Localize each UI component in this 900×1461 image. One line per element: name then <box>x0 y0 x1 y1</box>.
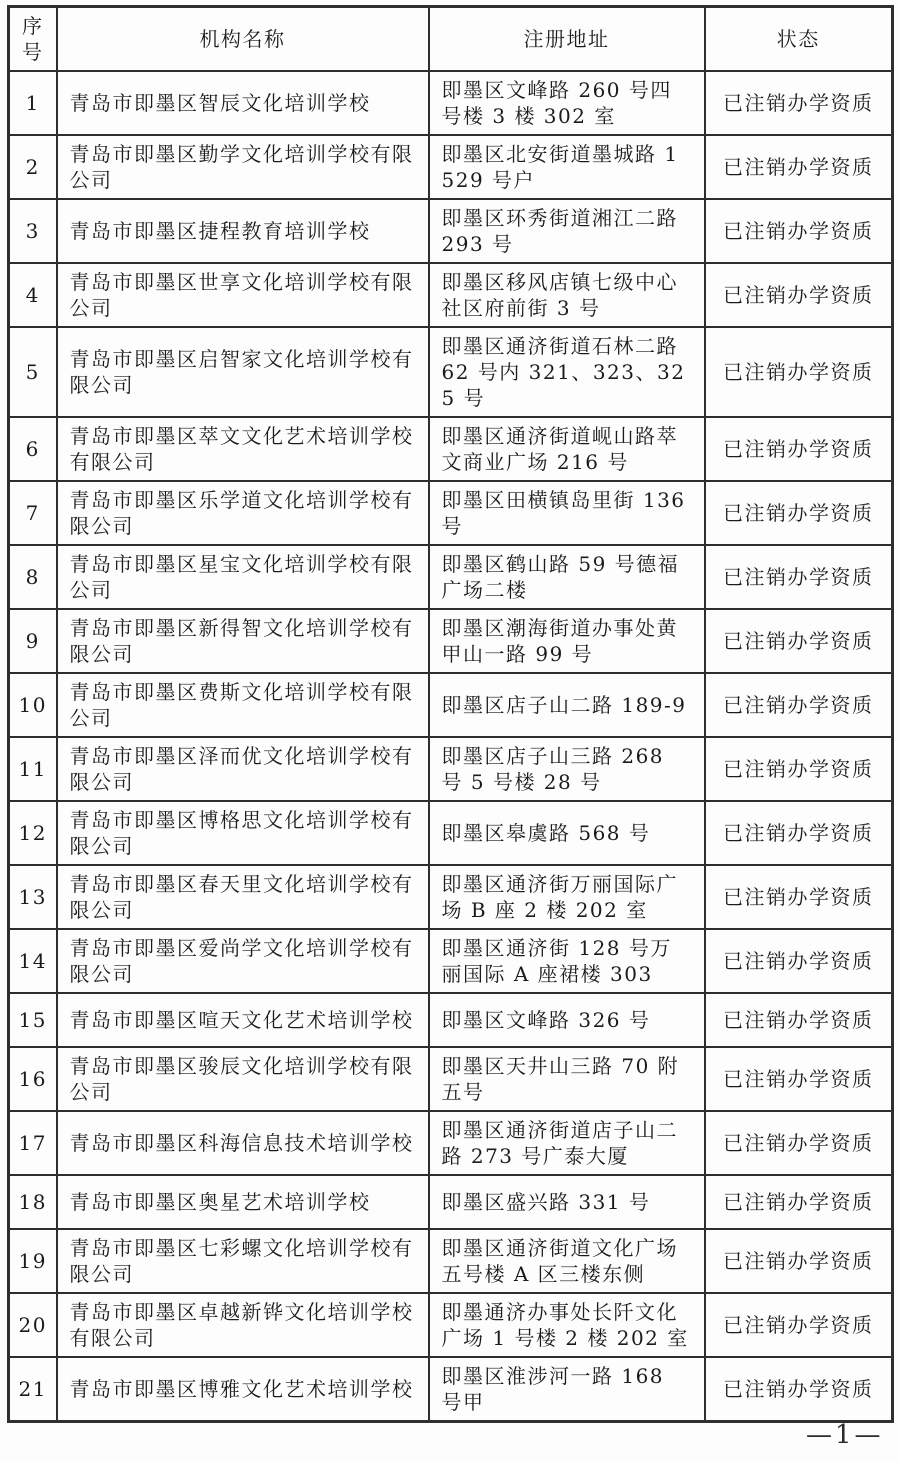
registered-address: 即墨区通济街 128 号万丽国际 A 座裙楼 303 <box>429 929 705 993</box>
status-text: 已注销办学资质 <box>705 263 893 327</box>
institution-name: 青岛市即墨区博雅文化艺术培训学校 <box>57 1357 429 1422</box>
registered-address: 即墨区天井山三路 70 附五号 <box>429 1047 705 1111</box>
institution-name: 青岛市即墨区卓越新铧文化培训学校有限公司 <box>57 1293 429 1357</box>
registered-address: 即墨区潮海街道办事处黄甲山一路 99 号 <box>429 609 705 673</box>
institution-name: 青岛市即墨区勤学文化培训学校有限公司 <box>57 135 429 199</box>
table-row <box>9 1047 893 1111</box>
table-row <box>9 1229 893 1293</box>
table-row <box>9 865 893 929</box>
institution-name: 青岛市即墨区智辰文化培训学校 <box>57 71 429 135</box>
table-header-row <box>9 7 893 72</box>
institution-name: 青岛市即墨区泽而优文化培训学校有限公司 <box>57 737 429 801</box>
registered-address: 即墨区通济街道岘山路萃文商业广场 216 号 <box>429 417 705 481</box>
table-row <box>9 993 893 1047</box>
institution-name: 青岛市即墨区科海信息技术培训学校 <box>57 1111 429 1175</box>
table-row <box>9 327 893 417</box>
institution-name: 青岛市即墨区骏辰文化培训学校有限公司 <box>57 1047 429 1111</box>
status-text: 已注销办学资质 <box>705 737 893 801</box>
registered-address: 即墨区移风店镇七级中心社区府前街 3 号 <box>429 263 705 327</box>
row-serial-number: 1 <box>9 71 57 135</box>
row-serial-number: 7 <box>9 481 57 545</box>
status-text: 已注销办学资质 <box>705 135 893 199</box>
institution-name: 青岛市即墨区萃文文化艺术培训学校有限公司 <box>57 417 429 481</box>
institution-name: 青岛市即墨区七彩螺文化培训学校有限公司 <box>57 1229 429 1293</box>
row-serial-number: 16 <box>9 1047 57 1111</box>
row-serial-number: 10 <box>9 673 57 737</box>
row-serial-number: 15 <box>9 993 57 1047</box>
registered-address: 即墨区通济街道石林二路 62 号内 321、323、325 号 <box>429 327 705 417</box>
row-serial-number: 6 <box>9 417 57 481</box>
row-serial-number: 8 <box>9 545 57 609</box>
registered-address: 即墨区盛兴路 331 号 <box>429 1175 705 1229</box>
registered-address: 即墨区田横镇岛里街 136 号 <box>429 481 705 545</box>
status-text: 已注销办学资质 <box>705 1357 893 1422</box>
registered-address: 即墨区店子山三路 268 号 5 号楼 28 号 <box>429 737 705 801</box>
institution-name: 青岛市即墨区爱尚学文化培训学校有限公司 <box>57 929 429 993</box>
status-text: 已注销办学资质 <box>705 1175 893 1229</box>
status-text: 已注销办学资质 <box>705 1047 893 1111</box>
row-serial-number: 13 <box>9 865 57 929</box>
row-serial-number: 20 <box>9 1293 57 1357</box>
registered-address: 即墨区北安街道墨城路 1529 号户 <box>429 135 705 199</box>
status-text: 已注销办学资质 <box>705 481 893 545</box>
institution-name: 青岛市即墨区春天里文化培训学校有限公司 <box>57 865 429 929</box>
registered-address: 即墨区淮涉河一路 168 号甲 <box>429 1357 705 1422</box>
table-row <box>9 1293 893 1357</box>
status-text: 已注销办学资质 <box>705 71 893 135</box>
row-serial-number: 5 <box>9 327 57 417</box>
status-text: 已注销办学资质 <box>705 199 893 263</box>
status-text: 已注销办学资质 <box>705 417 893 481</box>
table-row <box>9 135 893 199</box>
table-row <box>9 545 893 609</box>
status-text: 已注销办学资质 <box>705 801 893 865</box>
status-text: 已注销办学资质 <box>705 1293 893 1357</box>
registered-address: 即墨区文峰路 260 号四号楼 3 楼 302 室 <box>429 71 705 135</box>
institution-name: 青岛市即墨区奥星艺术培训学校 <box>57 1175 429 1229</box>
registered-address: 即墨区通济街道店子山二路 273 号广泰大厦 <box>429 1111 705 1175</box>
row-serial-number: 19 <box>9 1229 57 1293</box>
row-serial-number: 17 <box>9 1111 57 1175</box>
institution-name: 青岛市即墨区喧天文化艺术培训学校 <box>57 993 429 1047</box>
status-text: 已注销办学资质 <box>705 929 893 993</box>
registered-address: 即墨区店子山二路 189-9 <box>429 673 705 737</box>
table-row <box>9 1357 893 1422</box>
institution-name: 青岛市即墨区启智家文化培训学校有限公司 <box>57 327 429 417</box>
page-number: —1— <box>806 1420 884 1450</box>
status-text: 已注销办学资质 <box>705 1229 893 1293</box>
table-row <box>9 71 893 135</box>
institution-name: 青岛市即墨区捷程教育培训学校 <box>57 199 429 263</box>
col-header-serial-number: 序号 <box>9 7 57 72</box>
table-body <box>9 71 893 1422</box>
table-row <box>9 263 893 327</box>
row-serial-number: 2 <box>9 135 57 199</box>
col-header-registered-address: 注册地址 <box>429 7 705 72</box>
institution-name: 青岛市即墨区博格思文化培训学校有限公司 <box>57 801 429 865</box>
row-serial-number: 12 <box>9 801 57 865</box>
table-row <box>9 1111 893 1175</box>
table-row <box>9 929 893 993</box>
table-row <box>9 673 893 737</box>
registered-address: 即墨区通济街万丽国际广场 B 座 2 楼 202 室 <box>429 865 705 929</box>
row-serial-number: 21 <box>9 1357 57 1422</box>
registered-address: 即墨区通济街道文化广场五号楼 A 区三楼东侧 <box>429 1229 705 1293</box>
table-row <box>9 199 893 263</box>
status-text: 已注销办学资质 <box>705 993 893 1047</box>
institution-name: 青岛市即墨区费斯文化培训学校有限公司 <box>57 673 429 737</box>
table-row <box>9 801 893 865</box>
table-row <box>9 1175 893 1229</box>
table-row <box>9 737 893 801</box>
row-serial-number: 4 <box>9 263 57 327</box>
row-serial-number: 3 <box>9 199 57 263</box>
row-serial-number: 9 <box>9 609 57 673</box>
institution-name: 青岛市即墨区新得智文化培训学校有限公司 <box>57 609 429 673</box>
col-header-institution-name: 机构名称 <box>57 7 429 72</box>
status-text: 已注销办学资质 <box>705 327 893 417</box>
row-serial-number: 14 <box>9 929 57 993</box>
row-serial-number: 11 <box>9 737 57 801</box>
col-header-status: 状态 <box>705 7 893 72</box>
registered-address: 即墨区文峰路 326 号 <box>429 993 705 1047</box>
table-row <box>9 481 893 545</box>
status-text: 已注销办学资质 <box>705 1111 893 1175</box>
status-text: 已注销办学资质 <box>705 865 893 929</box>
status-text: 已注销办学资质 <box>705 545 893 609</box>
table-row <box>9 609 893 673</box>
deregistered-institutions-table <box>7 5 894 1423</box>
institution-name: 青岛市即墨区世享文化培训学校有限公司 <box>57 263 429 327</box>
status-text: 已注销办学资质 <box>705 609 893 673</box>
registered-address: 即墨区皋虞路 568 号 <box>429 801 705 865</box>
institution-name: 青岛市即墨区乐学道文化培训学校有限公司 <box>57 481 429 545</box>
registered-address: 即墨区鹤山路 59 号德福广场二楼 <box>429 545 705 609</box>
registered-address: 即墨区环秀街道湘江二路 293 号 <box>429 199 705 263</box>
row-serial-number: 18 <box>9 1175 57 1229</box>
institution-name: 青岛市即墨区星宝文化培训学校有限公司 <box>57 545 429 609</box>
table-row <box>9 417 893 481</box>
status-text: 已注销办学资质 <box>705 673 893 737</box>
registered-address: 即墨通济办事处长阡文化广场 1 号楼 2 楼 202 室 <box>429 1293 705 1357</box>
